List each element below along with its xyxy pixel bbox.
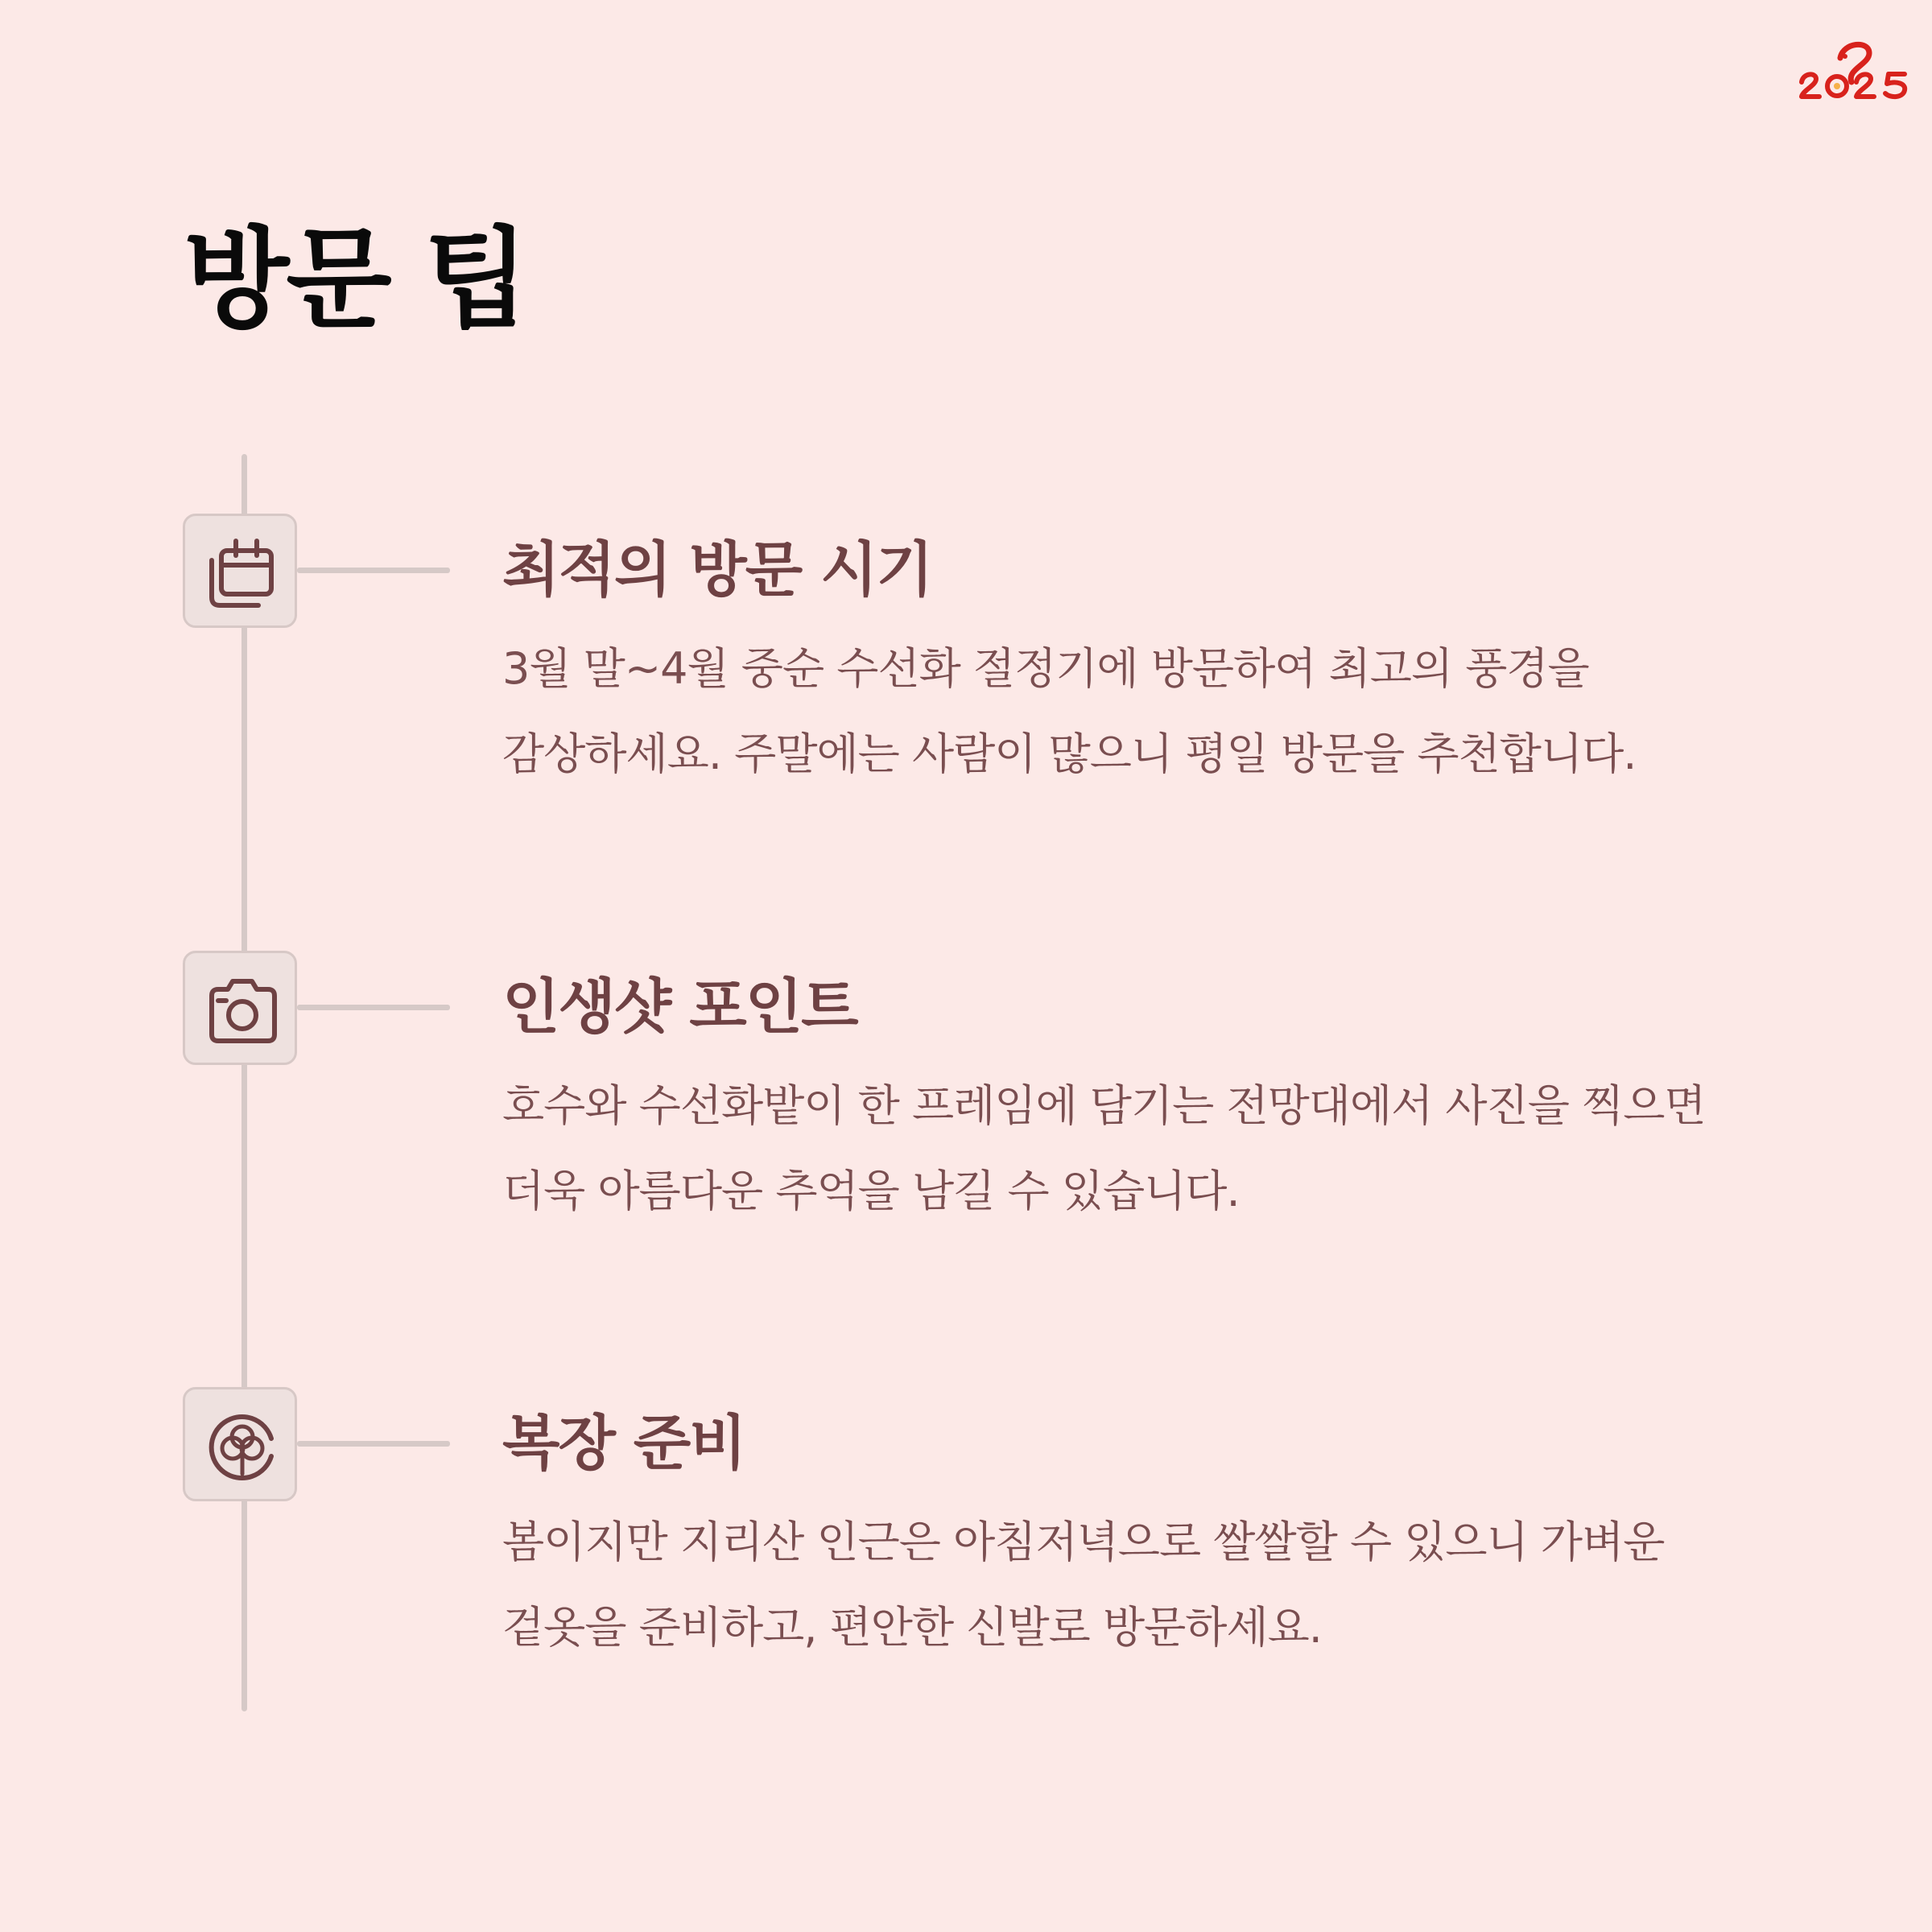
calendar-icon-box <box>183 514 297 628</box>
calendar-icon <box>202 533 283 613</box>
camera-icon-box <box>183 951 297 1065</box>
tip-description: 호수와 수선화밭이 한 프레임에 담기는 전망대에서 사진을 찍으면 더욱 아름다운 추억을 남길 수 있습니다. <box>502 1080 1706 1216</box>
tip-title: 복장 준비 <box>502 1409 745 1478</box>
tip-clothing <box>0 1387 1932 1725</box>
tip-photo-point <box>0 951 1932 1289</box>
camera-icon <box>202 970 283 1051</box>
tip-best-time <box>0 514 1932 852</box>
tip-description: 3월 말~4월 중순 수선화 절정기에 방문하여 최고의 풍경을 감상하세요. 주말에는 사람이 많으니 평일 방문을 추천합니다. <box>502 643 1637 779</box>
cotton-flower-icon <box>202 1406 283 1487</box>
tip-connector <box>297 1005 450 1010</box>
tip-description: 봄이지만 지리산 인근은 아침저녁으로 쌀쌀할 수 있으니 가벼운 겉옷을 준비하고, 편안한 신발로 방문하세요. <box>502 1517 1665 1653</box>
tip-connector <box>297 568 450 573</box>
page-title: 방문 팁 <box>184 217 526 344</box>
logo-2025-graphic <box>1795 32 1916 109</box>
cotton-flower-icon-box <box>183 1387 297 1501</box>
tip-connector <box>297 1441 450 1447</box>
tip-title: 인생샷 포인트 <box>502 972 857 1042</box>
brand-logo-2025 <box>1795 32 1916 109</box>
tip-title: 최적의 방문 시기 <box>502 535 932 605</box>
